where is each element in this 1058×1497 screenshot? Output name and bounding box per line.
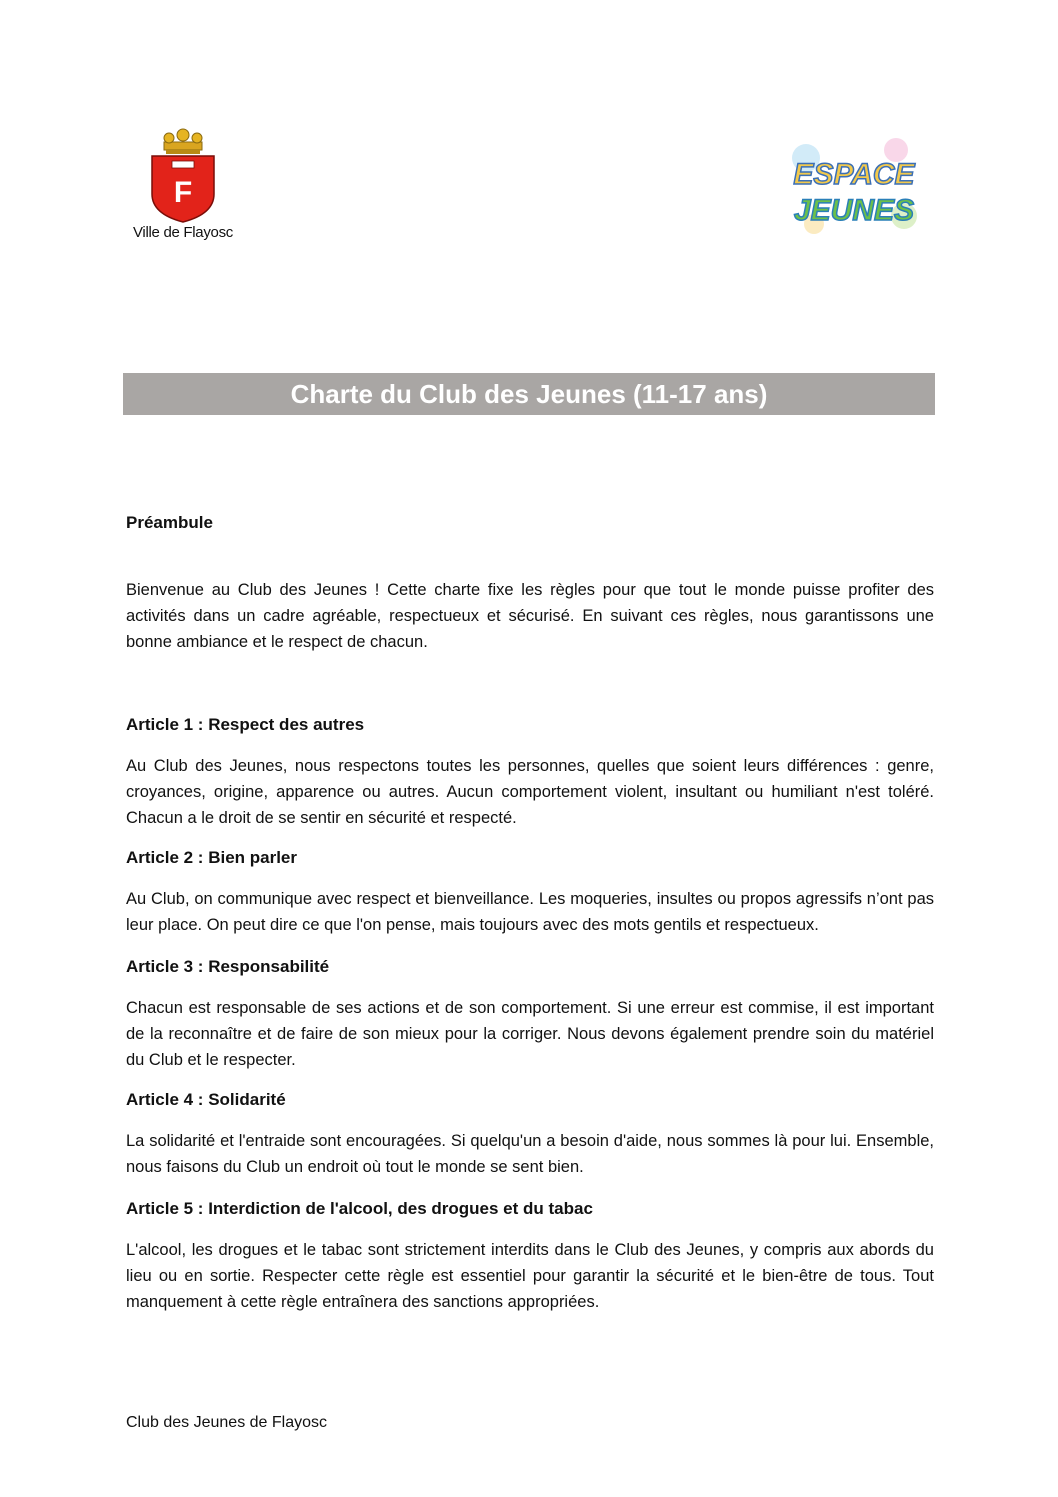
page-title: Charte du Club des Jeunes (11-17 ans) — [123, 373, 935, 415]
section-heading-article-3: Article 3 : Responsabilité — [126, 957, 330, 976]
logo-caption: Ville de Flayosc — [133, 224, 233, 241]
logo-line1: ESPACE — [793, 158, 915, 191]
section-text-article-2: Au Club, on communique avec respect et bienveillance. Les moqueries, insultes ou propos agressifs n’ont pas leur place. On peut dire ce que l'on pense, mais toujours avec des mots gentils et respectueux. — [126, 890, 934, 934]
section-heading-preambule: Préambule — [126, 513, 213, 532]
section-text-article-5: L'alcool, les drogues et le tabac sont strictement interdits dans le Club des Jeunes, y compris aux abords du lieu ou en sortie. Respecter cette règle est essentiel pour garantir la sécurité et le bien-être de tous. Tout manquement à cette règle entraînera des sanctions appropriées. — [126, 1241, 934, 1311]
section-heading-article-4: Article 4 : Solidarité — [126, 1090, 286, 1109]
section-heading-article-5: Article 5 : Interdiction de l'alcool, des drogues et du tabac — [126, 1199, 593, 1218]
logo-line2: JEUNES — [793, 194, 915, 227]
espace-jeunes-logo-icon — [784, 128, 924, 246]
section-heading-article-2: Article 2 : Bien parler — [126, 848, 298, 867]
page-footer: Club des Jeunes de Flayosc — [126, 1414, 327, 1431]
section-text-article-1: Au Club des Jeunes, nous respectons toutes les personnes, quelles que soient leurs différences : genre, croyances, origine, apparence ou autres. Aucun comportement violent, insultant ou humiliant n'est toléré. Chacun a le droit de se sentir en sécurité et respecté. — [126, 757, 934, 827]
espace-jeunes-logo — [784, 128, 924, 246]
section-text-article-4: La solidarité et l'entraide sont encouragées. Si quelqu'un a besoin d'aide, nous sommes là pour lui. Ensemble, nous faisons du Club un endroit où tout le monde se sent bien. — [126, 1132, 934, 1176]
coat-of-arms-icon — [126, 128, 240, 224]
flayosc-logo — [126, 128, 240, 252]
section-text-preambule: Bienvenue au Club des Jeunes ! Cette charte fixe les règles pour que tout le monde puisse profiter des activités dans un cadre agréable, respectueux et sécurisé. En suivant ces règles, nous garantissons une bonne ambiance et le respect de chacun. — [126, 581, 934, 651]
section-heading-article-1: Article 1 : Respect des autres — [126, 715, 365, 734]
section-text-article-3: Chacun est responsable de ses actions et de son comportement. Si une erreur est commise, il est important de la reconnaître et de faire de son mieux pour la corriger. Nous devons également prendre soin du matériel du Club et le respecter. — [126, 999, 934, 1069]
shield-letter: F — [173, 176, 193, 209]
